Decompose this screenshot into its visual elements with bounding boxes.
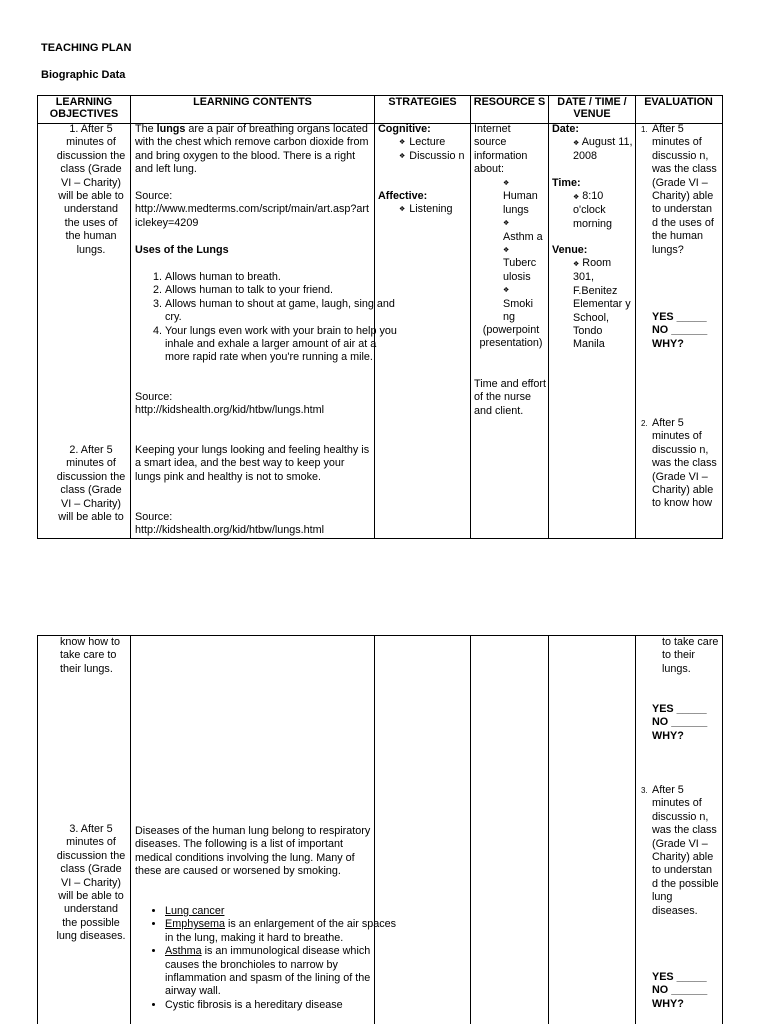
disease-name: Asthma xyxy=(165,945,202,958)
list-item: 1. Allows human to breath. xyxy=(165,271,401,284)
source-url: http://kidshealth.org/kid/htbw/lungs.html xyxy=(135,524,325,537)
evaluation-column xyxy=(636,96,721,538)
why-line: WHY? xyxy=(652,337,684,350)
list-item: Tuberc ulosis xyxy=(503,257,537,283)
source-2 xyxy=(135,391,371,418)
list-item xyxy=(165,945,401,999)
source-label: Source: xyxy=(135,511,173,523)
objective-1: 1. After 5 minutes of discussion the class (Grade VI – Charity) will be able to understand the uses of the human lungs. xyxy=(56,123,126,256)
list-item: ❖ Lecture xyxy=(399,136,469,150)
no-line: NO ______ xyxy=(652,716,708,729)
yes-line: YES _____ xyxy=(652,971,707,983)
yes-no-why-2 xyxy=(652,703,720,743)
evaluation-column xyxy=(636,636,721,1024)
diseases-list xyxy=(131,905,401,1012)
venue-text: Room 301, F.Benitez Elementar y School, Tondo Manila xyxy=(573,257,631,351)
objective-2-continued: know how to take care to their lungs. xyxy=(60,636,121,675)
source-label: Source: xyxy=(135,391,173,403)
diamond-bullet-icon: ❖ xyxy=(503,247,510,255)
date-text: August 11, 2008 xyxy=(573,136,633,163)
list-item: 4. Your lungs even work with your brain to help you inhale and exhale a larger amount of air at a more rapid rate when you're running a mile. xyxy=(165,325,401,365)
list-item: 2. Allows human to talk to your friend. xyxy=(165,284,401,297)
list-item: Smoki ng xyxy=(503,297,533,324)
list-item: 3. Allows human to shout at game, laugh, sing and cry. xyxy=(165,298,401,325)
list-item xyxy=(165,918,401,945)
source-1 xyxy=(135,190,371,230)
list-item xyxy=(165,999,401,1012)
diamond-bullet-icon: ❖ xyxy=(573,194,580,201)
time-text: 8:10 o'clock morning xyxy=(573,190,613,230)
resources-column xyxy=(471,96,549,538)
yes-line: YES _____ xyxy=(652,703,707,715)
source-3 xyxy=(135,511,371,538)
list-item: Human lungs xyxy=(503,190,538,216)
uses-heading: Uses of the Lungs xyxy=(135,244,229,256)
yes-line: YES _____ xyxy=(652,311,707,323)
evaluation-text: After 5 minutes of discussio n, was the class (Grade VI – Charity) able to understan d the possible lung diseases. xyxy=(652,784,719,917)
cognitive-list xyxy=(399,136,469,165)
why-line: WHY? xyxy=(652,997,684,1010)
diamond-bullet-icon: ❖ xyxy=(573,261,580,268)
objective-2: 2. After 5 minutes of discussion the class (Grade VI – Charity) will be able to xyxy=(56,444,126,524)
contents-column xyxy=(131,636,397,1024)
source-url: http://kidshealth.org/kid/htbw/lungs.html xyxy=(135,404,325,417)
document-title: TEACHING PLAN xyxy=(41,42,132,54)
diamond-bullet-icon: ❖ xyxy=(503,180,510,187)
header-contents: LEARNING CONTENTS xyxy=(193,96,312,108)
resources-ppt: (powerpoint presentation) xyxy=(479,324,543,350)
objectives-column xyxy=(38,636,131,1024)
document-subtitle: Biographic Data xyxy=(41,69,126,81)
diamond-bullet-icon: ❖ xyxy=(503,287,510,295)
strategies-column xyxy=(375,636,471,1024)
teaching-plan-table-part-2 xyxy=(37,635,723,1024)
no-line: NO ______ xyxy=(652,984,708,997)
evaluation-number: 1. xyxy=(641,125,648,134)
resources-list xyxy=(503,177,547,324)
contents-column xyxy=(131,96,397,538)
yes-no-why-1 xyxy=(652,311,720,351)
source-url: http://www.medterms.com/script/main/art.asp?articlekey=4209 xyxy=(135,203,370,229)
schedule-column xyxy=(549,96,636,538)
teaching-plan-table-part-1 xyxy=(37,95,723,539)
list-item xyxy=(165,905,401,918)
contents-lungs-intro xyxy=(135,123,371,177)
header-date-time-venue: DATE / TIME / VENUE xyxy=(557,96,627,121)
header-resources: RESOURCE S xyxy=(473,96,546,108)
why-line: WHY? xyxy=(652,729,684,742)
list-item: ❖ Listening xyxy=(399,203,469,217)
affective-label: Affective: xyxy=(378,190,428,202)
disease-desc: Cystic fibrosis is a hereditary disease xyxy=(165,998,343,1011)
list-item: ❖ Discussio n xyxy=(399,150,469,164)
list-item: Asthm a xyxy=(503,230,543,243)
disease-name: Emphysema xyxy=(165,918,226,931)
disease-name: Lung cancer xyxy=(165,905,225,917)
resources-effort: Time and effort of the nurse and client. xyxy=(474,378,547,417)
intro-bold-term: lungs xyxy=(156,123,186,135)
evaluation-text: After 5 minutes of discussio n, was the class (Grade VI – Charity) able to know how xyxy=(652,417,717,510)
time-value xyxy=(573,190,633,231)
objective-3: 3. After 5 minutes of discussion the class (Grade VI – Charity) will be able to understand the possible lung diseases. xyxy=(56,823,126,943)
no-line: NO ______ xyxy=(652,324,708,337)
cognitive-label: Cognitive: xyxy=(378,123,431,135)
intro-text: The xyxy=(135,123,157,135)
evaluation-number: 3. xyxy=(641,786,648,795)
header-evaluation: EVALUATION xyxy=(644,96,713,108)
disease-desc: is an immunological disease which causes the bronchioles to narrow by inflammation and spasm of the lining of the airway wall. xyxy=(165,945,371,998)
evaluation-2-continued: to take care to their lungs. xyxy=(662,636,719,675)
uses-list xyxy=(131,271,401,365)
disease-desc: is an enlargement of the air spaces in the lung, making it hard to breathe. xyxy=(165,918,397,944)
evaluation-1 xyxy=(641,123,720,257)
date-value xyxy=(573,136,633,164)
strategies-column xyxy=(375,96,471,538)
evaluation-3 xyxy=(641,784,720,918)
venue-value xyxy=(573,257,635,352)
schedule-column xyxy=(549,636,636,1024)
evaluation-number: 2. xyxy=(641,419,648,428)
diseases-intro: Diseases of the human lung belong to respiratory diseases. The following is a list of important medical conditions involving the lung. Many of these are caused or worsened by smoking. xyxy=(135,825,371,878)
evaluation-text: After 5 minutes of discussio n, was the class (Grade VI – Charity) able to understan d the uses of the human lungs? xyxy=(652,123,717,256)
header-strategies: STRATEGIES xyxy=(388,96,457,108)
care-text: Keeping your lungs looking and feeling healthy is a smart idea, and the best way to keep your lungs pink and healthy is not to smoke. xyxy=(135,444,370,483)
diamond-bullet-icon: ❖ xyxy=(503,220,510,228)
affective-list xyxy=(399,203,469,217)
venue-label: Venue: xyxy=(552,244,588,256)
yes-no-why-3 xyxy=(652,971,720,1011)
resources-column xyxy=(471,636,549,1024)
evaluation-2 xyxy=(641,417,720,511)
objectives-column xyxy=(38,96,131,538)
date-label: Date: xyxy=(552,123,579,135)
intro-text-rest: are a pair of breathing organs located with the chest which remove carbon dioxide from and bring oxygen to the blood. There is a right and left lung. xyxy=(135,123,369,176)
resources-intro: Internet source information about: xyxy=(474,123,528,176)
header-objectives: LEARNING OBJECTIVES xyxy=(49,96,119,121)
source-label: Source: xyxy=(135,190,173,202)
diamond-bullet-icon: ❖ xyxy=(573,140,580,147)
time-label: Time: xyxy=(552,177,581,189)
